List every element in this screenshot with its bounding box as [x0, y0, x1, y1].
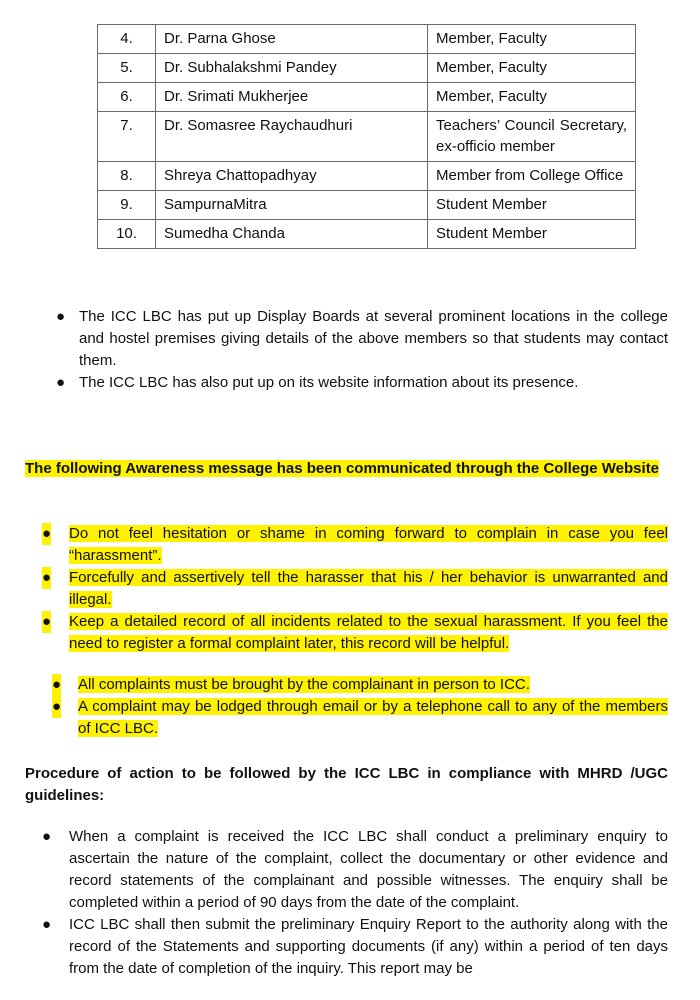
member-name: Dr. Subhalakshmi Pandey [156, 54, 428, 83]
list-item [42, 523, 668, 567]
table-row [98, 25, 636, 54]
awareness-bullet-text: All complaints must be brought by the complainant in person to ICC. [78, 676, 530, 693]
list-item [42, 914, 668, 980]
members-table [97, 24, 636, 249]
member-role: Teachers’ Council Secretary, ex-officio member [428, 112, 636, 162]
member-name: Dr. Parna Ghose [156, 25, 428, 54]
table-row [98, 112, 636, 162]
row-number: 9. [98, 191, 156, 220]
list-item [42, 611, 668, 655]
member-role: Member, Faculty [428, 54, 636, 83]
info-bullet-text: The ICC LBC has put up Display Boards at several prominent locations in the college and hostel premises giving details of the above members so that students may contact them. [79, 308, 668, 369]
member-name: SampurnaMitra [156, 191, 428, 220]
awareness-heading: The following Awareness message has been communicated through the College Website [25, 460, 660, 477]
row-number: 10. [98, 220, 156, 249]
list-item [42, 567, 668, 611]
bullet-icon: ● [56, 308, 66, 325]
bullet-icon: ● [52, 696, 61, 718]
bullet-icon: ● [42, 567, 51, 589]
row-number: 8. [98, 162, 156, 191]
row-number: 6. [98, 83, 156, 112]
row-number: 7. [98, 112, 156, 162]
list-item [52, 674, 668, 696]
bullet-icon: ● [52, 674, 61, 696]
procedure-list [42, 826, 668, 980]
table-row [98, 83, 636, 112]
awareness-list-a [42, 523, 668, 655]
awareness-bullet-text: Forcefully and assertively tell the harasser that his / her behavior is unwarranted and illegal. [69, 569, 668, 608]
list-item [52, 696, 668, 740]
bullet-icon: ● [42, 916, 52, 933]
awareness-list-b [52, 674, 668, 740]
list-item [42, 826, 668, 914]
procedure-bullet-text: ICC LBC shall then submit the preliminary Enquiry Report to the authority along with the record of the Statements and supporting documents (if any) within a period of ten days from the date of completion of the inquiry. This report may be [69, 916, 668, 977]
table-row [98, 191, 636, 220]
awareness-bullet-text: Do not feel hesitation or shame in coming forward to complain in case you feel “harassment”. [69, 525, 668, 564]
member-role: Student Member [428, 191, 636, 220]
procedure-heading: Procedure of action to be followed by the ICC LBC in compliance with MHRD /UGC guidelines: [25, 765, 668, 804]
info-bullet-list [56, 306, 668, 394]
member-name: Shreya Chattopadhyay [156, 162, 428, 191]
list-item [56, 372, 668, 394]
member-role: Student Member [428, 220, 636, 249]
member-role: Member from College Office [428, 162, 636, 191]
member-role: Member, Faculty [428, 25, 636, 54]
bullet-icon: ● [56, 374, 66, 391]
member-name: Dr. Somasree Raychaudhuri [156, 112, 428, 162]
row-number: 5. [98, 54, 156, 83]
member-role: Member, Faculty [428, 83, 636, 112]
member-name: Sumedha Chanda [156, 220, 428, 249]
table-row [98, 220, 636, 249]
bullet-icon: ● [42, 611, 51, 633]
table-row [98, 162, 636, 191]
bullet-icon: ● [42, 828, 52, 845]
info-bullet-text: The ICC LBC has also put up on its website information about its presence. [79, 374, 579, 391]
bullet-icon: ● [42, 523, 51, 545]
awareness-bullet-text: Keep a detailed record of all incidents related to the sexual harassment. If you feel the need to register a formal complaint later, this record will be helpful. [69, 613, 668, 652]
row-number: 4. [98, 25, 156, 54]
table-row [98, 54, 636, 83]
member-name: Dr. Srimati Mukherjee [156, 83, 428, 112]
procedure-bullet-text: When a complaint is received the ICC LBC shall conduct a preliminary enquiry to ascertain the nature of the complaint, collect the documentary or other evidence and record statements of the complainant and possible witnesses. The enquiry shall be completed within a period of 90 days from the date of the complaint. [69, 828, 668, 911]
list-item [56, 306, 668, 372]
awareness-bullet-text: A complaint may be lodged through email or by a telephone call to any of the members of ICC LBC. [78, 698, 668, 737]
